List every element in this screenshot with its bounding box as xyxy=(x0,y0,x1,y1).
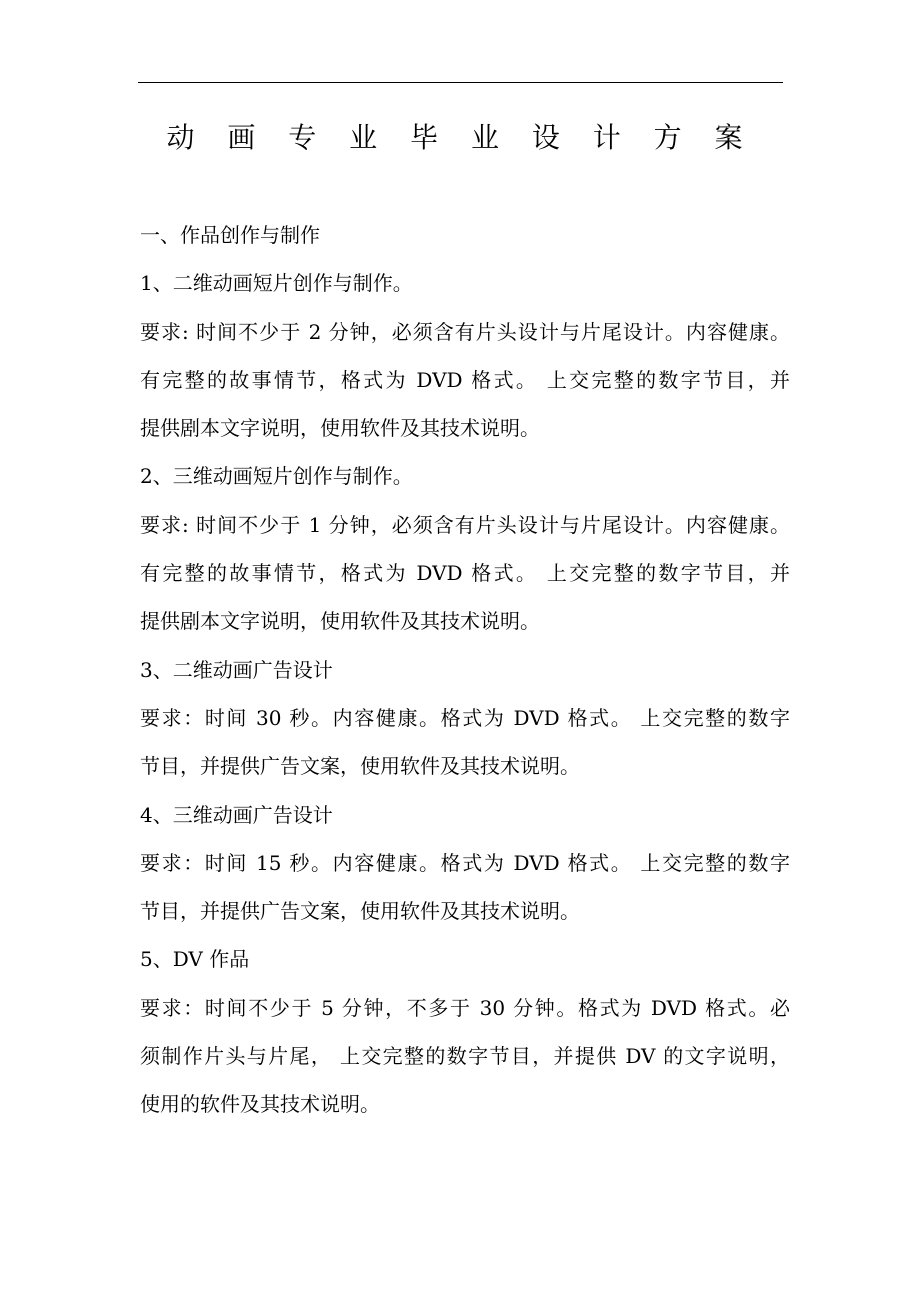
item-1-requirement-line: 提供剧本文字说明，使用软件及其技术说明。 xyxy=(140,416,540,441)
item-5-heading: 5、DV 作品 xyxy=(140,947,250,972)
item-2-requirement-line: 提供剧本文字说明，使用软件及其技术说明。 xyxy=(140,609,540,634)
item-2-heading: 2、三维动画短片创作与制作。 xyxy=(140,464,413,489)
document-body xyxy=(140,211,790,1129)
item-1-heading: 1、二维动画短片创作与制作。 xyxy=(140,271,413,296)
item-1-requirement-line: 要求: 时间不少于 2 分钟，必须含有片头设计与片尾设计。内容健康。 xyxy=(140,319,790,344)
item-5-requirement-line: 须制作片头与片尾， 上交完整的数字节目，并提供 DV 的文字说明， xyxy=(140,1044,790,1069)
item-3-requirement-line: 节目，并提供广告文案，使用软件及其技术说明。 xyxy=(140,754,580,779)
document-title: 动 画 专 业 毕 业 设 计 方 案 xyxy=(166,121,755,154)
item-4-requirement-line: 要求：时间 15 秒。内容健康。格式为 DVD 格式。 上交完整的数字 xyxy=(140,850,790,875)
item-2-requirement-line: 有完整的故事情节，格式为 DVD 格式。 上交完整的数字节目，并 xyxy=(140,561,790,586)
item-4-heading: 4、三维动画广告设计 xyxy=(140,802,333,827)
item-2-requirement-line: 要求: 时间不少于 1 分钟，必须含有片头设计与片尾设计。内容健康。 xyxy=(140,512,790,537)
item-1-requirement-line: 有完整的故事情节，格式为 DVD 格式。 上交完整的数字节目，并 xyxy=(140,367,790,392)
item-3-heading: 3、二维动画广告设计 xyxy=(140,657,333,682)
item-5-requirement-line: 使用的软件及其技术说明。 xyxy=(140,1092,380,1117)
section-heading: 一、作品创作与制作 xyxy=(140,223,320,247)
item-4-requirement-line: 节目，并提供广告文案，使用软件及其技术说明。 xyxy=(140,899,580,924)
header-rule xyxy=(138,82,783,83)
item-3-requirement-line: 要求：时间 30 秒。内容健康。格式为 DVD 格式。 上交完整的数字 xyxy=(140,705,790,730)
item-5-requirement-line: 要求：时间不少于 5 分钟，不多于 30 分钟。格式为 DVD 格式。必 xyxy=(140,995,790,1020)
